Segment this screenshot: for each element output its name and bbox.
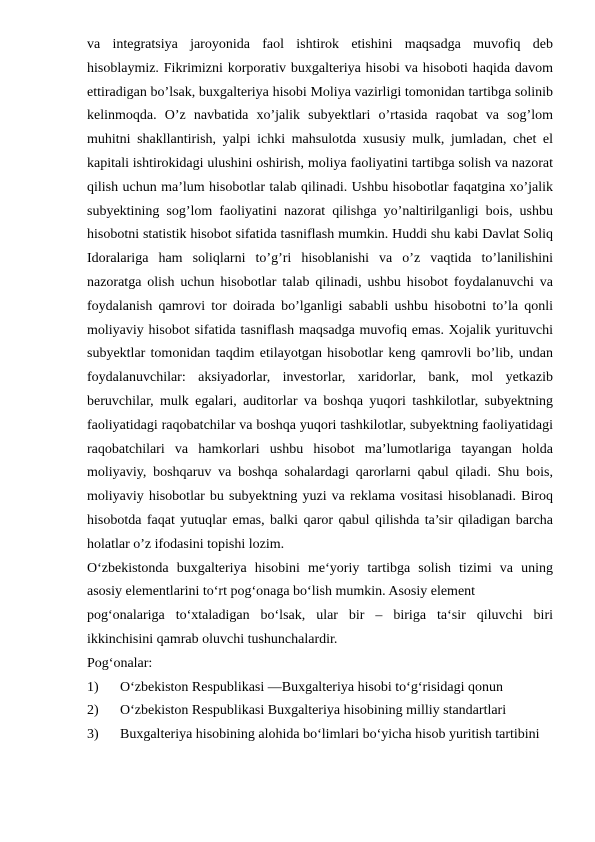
list-item-number: 2) bbox=[87, 703, 99, 719]
body-paragraph: va integratsiya jaroyonida faol ishtirok etishini maqsadga muvofiq deb hisoblaymiz. Fikrimizni korporativ buxgalteriya hisobi va hisoboti haqida davom ettiradigan bo’lsak, buxgalteriya hisobi Moliya vazirligi tomonidan tartibga solinib kelinmoqda. O’z navbatida xo’jalik subyektlari o’rtasida raqobat va sog’lom muhitni shakllantirish, yalpi ichki mahsulotda xususiy mulk, jumladan, chet el kapitali ishtirokidagi ulushini oshirish, moliya faoliyatini tartibga solish va nazorat qilish uchun ma’lum hisobotlar talab qilinadi. Ushbu hisobotlar faqatgina xo’jalik subyektining sog’lom faoliyatini nazorat qilishga yo’naltirilganligi bois, ushbu hisobotni statistik hisobot sifatida tasniflash mumkin. Huddi shu kabi Davlat Soliq Idoralariga ham soliqlarni to’g’ri hisoblanishi va o’z vaqtida to’lanilishini nazoratga olish uchun hisobotlar talab qilinadi, ushbu hisobot foydalanuvchi va foydalanish qamrovi tor doirada bo’lganligi sababli ushbu hisobotni to’la qonli moliyaviy hisobot sifatida tasniflash maqsadga muvofiq emas. Xojalik yurituvchi subyektlar tomonidan taqdim etilayotgan hisobotlar keng qamrovli bo’lib, undan foydalanuvchilar: aksiyadorlar, investorlar, xaridorlar, bank, mol yetkazib beruvchilar, mulk egalari, auditorlar va boshqa yuqori tashkilotlar, subyektning faoliyatidagi raqobatchilar va boshqa yuqori tashkilotlar, subyektning faoliyatidagi raqobatchilari va hamkorlari ushbu hisobot ma’lumotlariga tayangan holda moliyaviy, boshqaruv va boshqa sohalardagi qarorlarni qabul qiladi. Shu bois, moliyaviy hisobotlar bu subyektning yuzi va reklama vositasi hisoblanadi. Biroq hisobotda faqat yutuqlar emas, balki qaror qabul qilishda ta’sir qiladigan barcha holatlar o’z ifodasini topishi lozim. bbox=[87, 37, 553, 552]
list-item-text: O‘zbekiston Respublikasi ―Buxgalteriya hisobi to‘g‘risidagi qonun bbox=[120, 679, 504, 695]
list-item-text: O‘zbekiston Respublikasi Buxgalteriya hisobining milliy standartlari bbox=[120, 703, 507, 719]
body-paragraph: pog‘onalariga to‘xtaladigan bo‘lsak, ular bir – biriga ta‘sir qiluvchi biri ikkinchisini qamrab oluvchi tushunchalardir. bbox=[87, 608, 553, 647]
list-item bbox=[87, 676, 553, 700]
list-item-text: Buxgalteriya hisobining alohida bo‘limlari bo‘yicha hisob yuritish tartibini bbox=[120, 727, 540, 743]
list-item bbox=[87, 699, 553, 723]
document-page bbox=[87, 33, 553, 747]
list-item bbox=[87, 723, 553, 747]
list-heading: Pog‘onalar: bbox=[87, 655, 153, 671]
list-item-number: 1) bbox=[87, 679, 99, 695]
body-paragraph: O‘zbekistonda buxgalteriya hisobini me‘yoriy tartibga solish tizimi va uning asosiy elementlarini to‘rt pog‘onaga bo‘lish mumkin. Asosiy element bbox=[87, 560, 553, 600]
levels-list bbox=[87, 676, 553, 747]
list-item-number: 3) bbox=[87, 727, 99, 743]
